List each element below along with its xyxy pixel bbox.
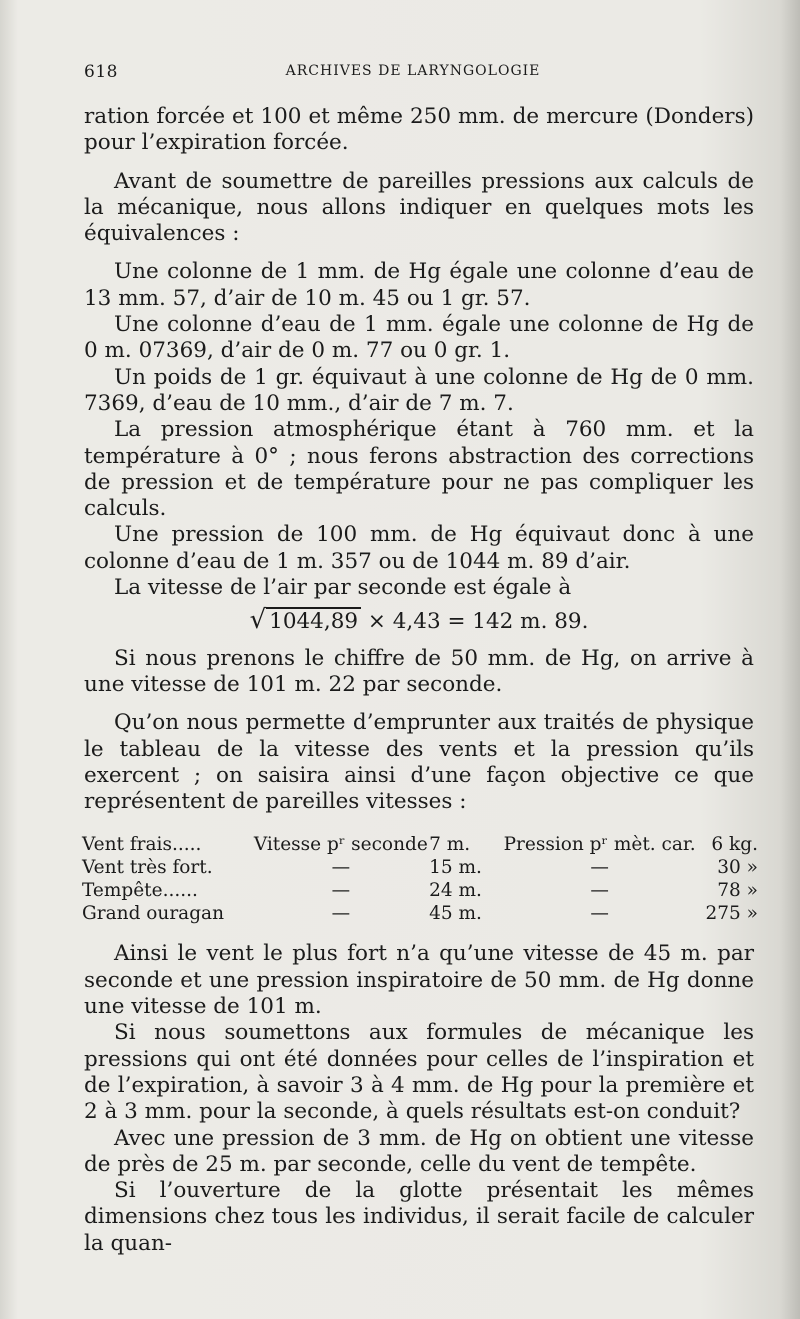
paragraph: Une colonne d’eau de 1 mm. égale une colonne de Hg de 0 m. 07369, d’air de 0 m. 77 ou 0 gr. 1.	[84, 312, 754, 364]
paragraph: Une colonne de 1 mm. de Hg égale une colonne d’eau de 13 mm. 57, d’air de 10 m. 45 ou 1 gr. 57.	[84, 259, 754, 311]
paragraph: Si nous soumettons aux formules de mécanique les pressions qui ont été données pour celles de l’inspiration et de l’expiration, à savoir 3 à 4 mm. de Hg pour la première et 2 à 3 mm. pour la seconde, à quels résultats est-on conduit?	[84, 1020, 754, 1125]
table-row	[82, 856, 758, 879]
paragraph: Si l’ouverture de la glotte présentait les mêmes dimensions chez tous les individus, il serait facile de calculer la quan-	[84, 1178, 754, 1256]
paragraph: Un poids de 1 gr. équivaut à une colonne de Hg de 0 mm. 7369, d’eau de 10 mm., d’air de 7 m. 7.	[84, 364, 754, 416]
wind-name: Tempête......	[82, 880, 198, 902]
pressure-label: Pression pʳ mèt. car.	[503, 834, 696, 856]
paragraph: La vitesse de l’air par seconde est égale à	[114, 575, 572, 601]
body-text	[82, 104, 758, 1257]
page-header	[84, 62, 742, 90]
wind-pressure: 6 kg.	[711, 834, 758, 856]
paragraph: ration forcée et 100 et même 250 mm. de mercure (Donders) pour l’expiration forcée.	[84, 104, 754, 156]
wind-speed: 24 m.	[429, 880, 482, 902]
paragraph: Une pression de 100 mm. de Hg équivaut donc à une colonne d’eau de 1 m. 357 ou de 1044 m. 89 d’air.	[84, 522, 754, 574]
wind-name: Grand ouragan	[82, 903, 225, 925]
speed-label: Vitesse pʳ seconde	[253, 834, 428, 856]
wind-pressure: 78 »	[717, 880, 758, 902]
formula-radicand: 1044,89	[266, 607, 361, 634]
wind-speed: 7 m.	[429, 834, 471, 856]
formula-rest: × 4,43 = 142 m. 89.	[367, 609, 589, 635]
paragraph: Ainsi le vent le plus fort n’a qu’une vitesse de 45 m. par seconde et une pression inspiratoire de 50 mm. de Hg donne une vitesse de 101 m.	[84, 941, 754, 1020]
pressure-label: —	[590, 903, 609, 925]
wind-speed-table	[82, 833, 758, 925]
paragraph: Avant de soumettre de pareilles pressions aux calculs de la mécanique, nous allons indiquer en quelques mots les équivalences :	[84, 168, 754, 247]
wind-pressure: 275 »	[705, 903, 758, 925]
paragraph: La pression atmosphérique étant à 760 mm. et la température à 0° ; nous ferons abstraction des corrections de pression et de température pour ne pas compliquer les calculs.	[84, 417, 754, 522]
speed-label: —	[331, 880, 351, 902]
table-row	[82, 879, 758, 902]
paragraph: Qu’on nous permette d’emprunter aux traités de physique le tableau de la vitesse des vents et la pression qu’ils exercent ; on saisira ainsi d’une façon objective ce que représentent de pareilles vitesses :	[84, 710, 754, 815]
velocity-formula	[84, 607, 754, 635]
square-root-sign: √	[249, 605, 267, 636]
wind-speed: 45 m.	[429, 903, 482, 925]
paragraph: Avec une pression de 3 mm. de Hg on obtient une vitesse de près de 25 m. par seconde, celle du vent de tempête.	[84, 1125, 754, 1177]
table-row	[82, 833, 758, 856]
page-number: 618	[84, 62, 118, 82]
paragraph: Si nous prenons le chiffre de 50 mm. de Hg, on arrive à une vitesse de 101 m. 22 par seconde.	[84, 645, 754, 697]
speed-label: —	[331, 903, 351, 925]
speed-label: —	[331, 857, 351, 879]
wind-name: Vent très fort.	[82, 857, 213, 879]
table-row	[82, 902, 758, 925]
wind-speed: 15 m.	[429, 857, 482, 879]
wind-pressure: 30 »	[717, 857, 758, 879]
pressure-label: —	[590, 880, 609, 902]
pressure-label: —	[590, 857, 609, 879]
running-title: ARCHIVES DE LARYNGOLOGIE	[285, 63, 541, 79]
wind-name: Vent frais.....	[82, 834, 202, 856]
